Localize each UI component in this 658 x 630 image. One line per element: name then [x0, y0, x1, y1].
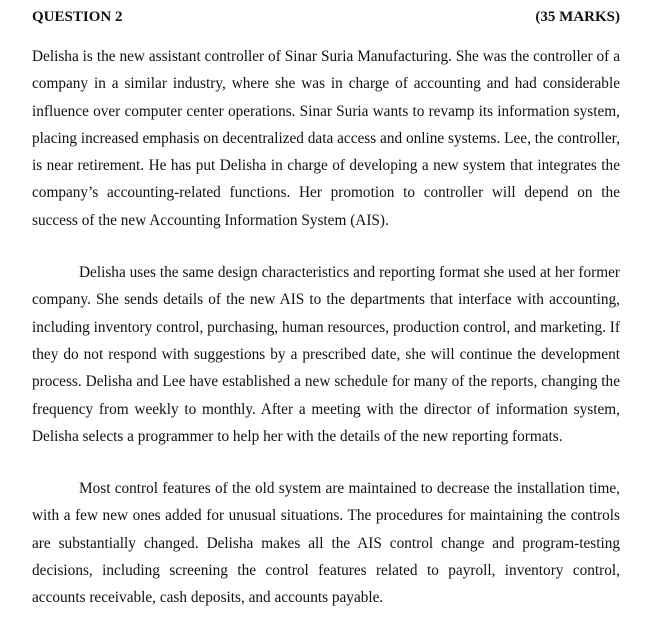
question-marks: (35 MARKS) — [535, 9, 620, 25]
document-page — [32, 0, 620, 612]
question-header — [32, 9, 620, 29]
paragraph-3: Most control features of the old system are maintained to decrease the installation time, with a few new ones added for unusual situations. The procedures for maintaining the controls are substantially changed. Delisha makes all the AIS control change and program-testing decisions, including screening the control features related to payroll, inventory control, accounts receivable, cash deposits, and accounts payable. — [32, 480, 620, 607]
paragraph-1: Delisha is the new assistant controller of Sinar Suria Manufacturing. She was the controller of a company in a similar industry, where she was in charge of accounting and had considerable influence over computer center operations. Sinar Suria wants to revamp its information system, placing increased emphasis on decentralized data access and online systems. Lee, the controller, is near retirement. He has put Delisha in charge of developing a new system that integrates the company’s accounting-related functions. Her promotion to controller will depend on the success of the new Accounting Information System (AIS). — [32, 48, 620, 229]
paragraph-2: Delisha uses the same design characteristics and reporting format she used at her former company. She sends details of the new AIS to the departments that interface with accounting, including inventory control, purchasing, human resources, production control, and marketing. If they do not respond with suggestions by a prescribed date, she will continue the development process. Delisha and Lee have established a new schedule for many of the reports, changing the frequency from weekly to monthly. After a meeting with the director of information system, Delisha selects a programmer to help her with the details of the new reporting formats. — [32, 264, 620, 445]
question-title: QUESTION 2 — [32, 9, 123, 25]
